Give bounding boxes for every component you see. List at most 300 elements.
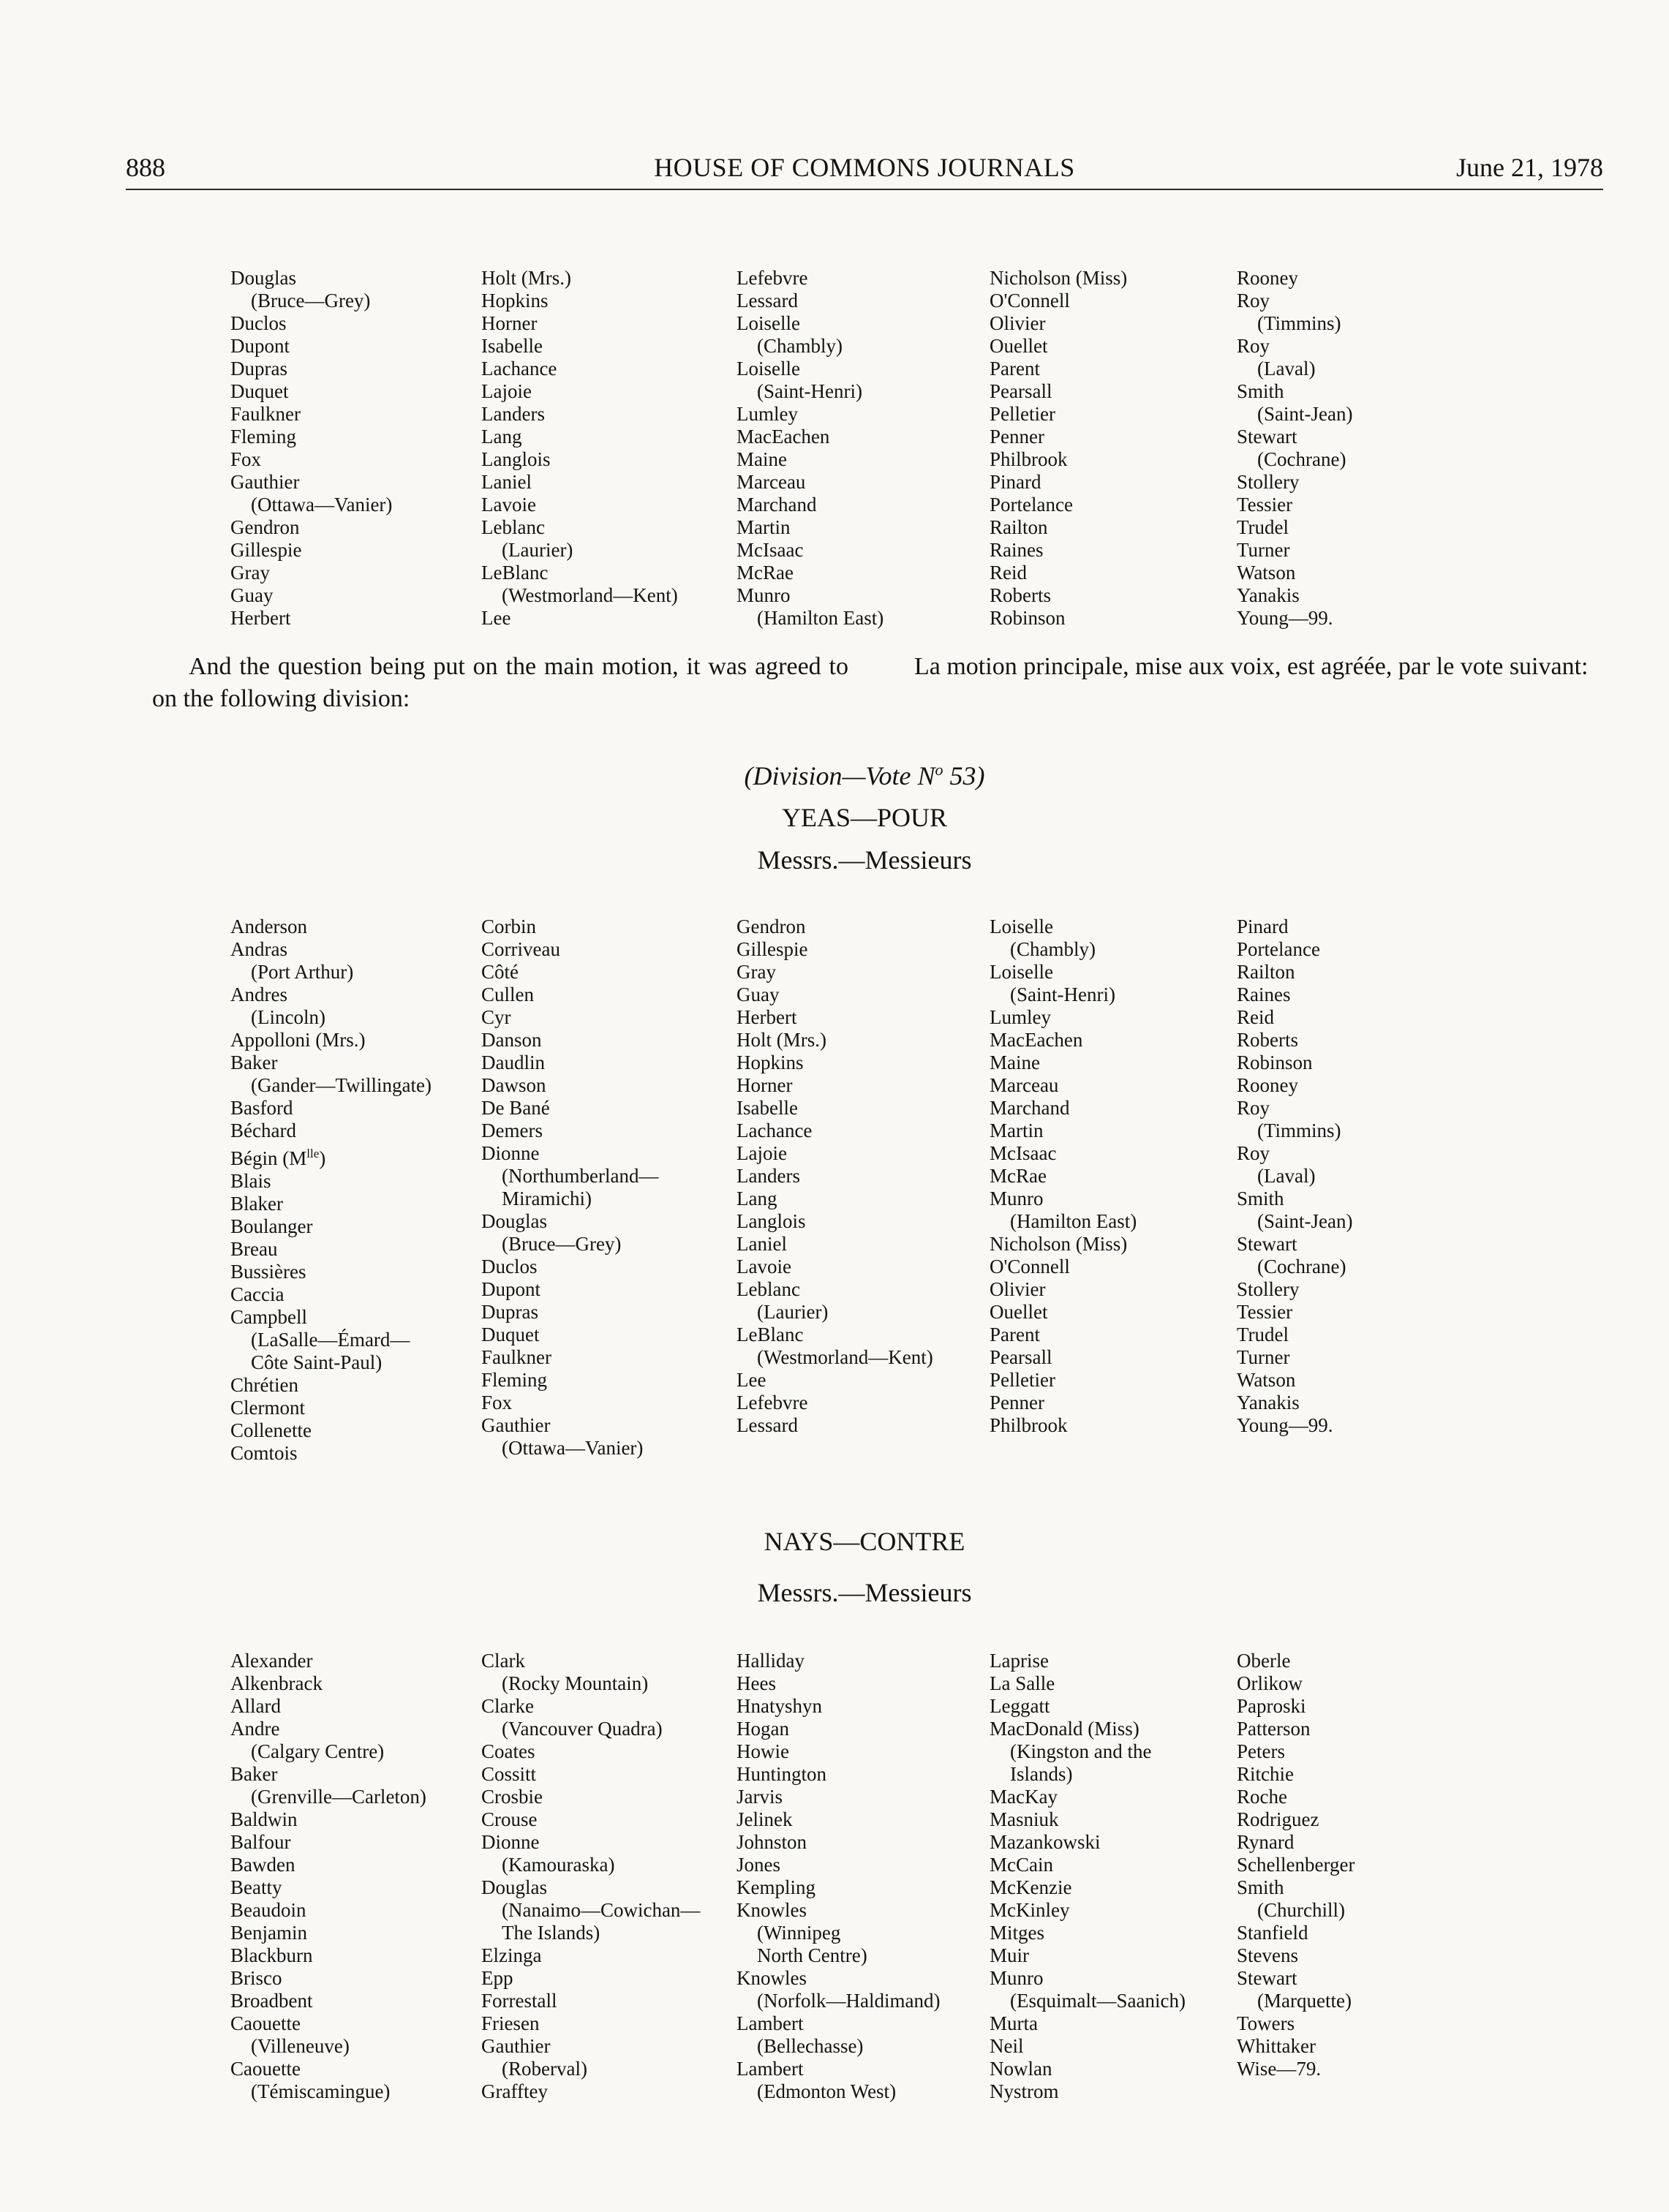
member-name — [481, 1990, 730, 2012]
name-text: Daudlin — [481, 1052, 545, 1073]
riding-name — [1237, 1120, 1485, 1142]
name-text: Roberts — [990, 584, 1051, 606]
member-name — [481, 1120, 730, 1142]
name-text: Parent — [990, 1324, 1040, 1345]
member-name — [1237, 1324, 1485, 1346]
member-name — [481, 1786, 730, 1808]
name-text: Muir — [990, 1944, 1029, 1966]
member-name — [230, 358, 479, 380]
member-name — [230, 380, 479, 403]
name-text: Lang — [736, 1188, 777, 1209]
member-name — [481, 1831, 730, 1854]
member-name — [990, 2012, 1238, 2035]
member-name — [736, 403, 985, 426]
name-text: Whittaker — [1237, 2035, 1316, 2057]
name-text: Fleming — [481, 1369, 548, 1391]
member-name — [990, 1672, 1238, 1695]
member-name — [1237, 2012, 1485, 2035]
name-text: Lachance — [736, 1120, 813, 1141]
name-text: Danson — [481, 1029, 542, 1051]
journal-title: HOUSE OF COMMONS JOURNALS — [654, 153, 1075, 182]
riding-name — [1237, 1165, 1485, 1188]
member-name — [736, 1695, 985, 1718]
member-name — [736, 516, 985, 539]
name-text: (Laval) — [1257, 1165, 1316, 1187]
name-text: Hogan — [736, 1718, 789, 1740]
member-name — [736, 290, 985, 312]
name-text: Beaudoin — [230, 1899, 306, 1921]
name-text: McKenzie — [990, 1876, 1072, 1898]
name-text: Raines — [1237, 984, 1291, 1005]
name-text: Dionne — [481, 1831, 540, 1853]
name-text: Laprise — [990, 1650, 1049, 1672]
member-name — [736, 358, 985, 380]
name-text: Young—99. — [1237, 1414, 1333, 1436]
member-name — [990, 1233, 1238, 1256]
riding-name — [1237, 1210, 1485, 1233]
member-name — [736, 2058, 985, 2080]
division-suffix: 53) — [943, 761, 985, 790]
name-text: (Témiscamingue) — [251, 2080, 391, 2102]
name-text: (LaSalle—Émard— — [251, 1329, 410, 1351]
name-text: Martin — [736, 516, 791, 538]
name-text: Cossitt — [481, 1763, 537, 1785]
member-name — [481, 1278, 730, 1301]
name-text: Anderson — [230, 916, 307, 937]
name-text: Reid — [990, 562, 1027, 584]
riding-name — [230, 1074, 479, 1097]
name-text: Paproski — [1237, 1695, 1306, 1717]
name-text: Smith — [1237, 1876, 1284, 1898]
member-name — [736, 471, 985, 494]
member-name — [481, 562, 730, 584]
name-text: Baker — [230, 1052, 278, 1073]
name-text: Turner — [1237, 539, 1290, 561]
member-name — [736, 1899, 985, 1922]
member-name — [1237, 562, 1485, 584]
name-text: Stewart — [1237, 1233, 1297, 1255]
member-name — [1237, 1006, 1485, 1029]
riding-name — [736, 1944, 985, 1967]
member-name — [1237, 1650, 1485, 1672]
name-text: Railton — [990, 516, 1048, 538]
member-name — [990, 1006, 1238, 1029]
member-name — [230, 1808, 479, 1831]
name-text: Roy — [1237, 335, 1270, 357]
riding-name — [481, 1233, 730, 1256]
name-text: Johnston — [736, 1831, 807, 1853]
name-text: (Bellechasse) — [757, 2035, 864, 2057]
member-name — [1237, 1740, 1485, 1763]
name-text: Caouette — [230, 2012, 301, 2034]
member-name — [990, 1052, 1238, 1074]
riding-name — [1237, 312, 1485, 335]
name-text: Munro — [990, 1188, 1044, 1209]
name-text: Friesen — [481, 2012, 540, 2034]
member-name — [1237, 471, 1485, 494]
name-text: Portelance — [990, 494, 1073, 516]
member-name — [990, 1369, 1238, 1392]
member-name — [736, 1210, 985, 1233]
riding-name — [1237, 403, 1485, 426]
name-text: Olivier — [990, 312, 1046, 334]
member-name — [990, 312, 1238, 335]
name-text: Roy — [1237, 1097, 1270, 1119]
name-text: Dupont — [230, 335, 290, 357]
member-name — [230, 1922, 479, 1944]
name-text: Robinson — [990, 607, 1066, 629]
member-name — [481, 1876, 730, 1899]
member-name — [481, 916, 730, 938]
name-text: Gendron — [230, 516, 300, 538]
name-text: (Chambly) — [1010, 938, 1096, 960]
name-text: Howie — [736, 1740, 789, 1762]
member-name — [990, 290, 1238, 312]
riding-name — [990, 984, 1238, 1006]
name-text: Munro — [736, 584, 791, 606]
member-name — [736, 312, 985, 335]
name-text: Lambert — [736, 2058, 804, 2080]
member-name — [1237, 938, 1485, 961]
member-name — [990, 448, 1238, 471]
name-text: The Islands) — [502, 1922, 600, 1944]
member-name — [1237, 1029, 1485, 1052]
name-text: Breau — [230, 1238, 278, 1260]
name-text: (Bruce—Grey) — [251, 290, 371, 312]
member-name — [481, 1650, 730, 1672]
member-name — [230, 1763, 479, 1786]
name-text: Pearsall — [990, 1346, 1052, 1368]
member-name — [230, 1876, 479, 1899]
name-text: Tessier — [1237, 1301, 1293, 1323]
member-name — [230, 607, 479, 630]
member-name — [481, 2035, 730, 2058]
name-text: Dupras — [230, 358, 287, 380]
name-text: Maine — [990, 1052, 1040, 1073]
riding-name — [481, 539, 730, 562]
member-name — [736, 1786, 985, 1808]
member-name — [1237, 984, 1485, 1006]
name-text: Lumley — [736, 403, 798, 425]
member-name — [230, 1215, 479, 1238]
member-name — [481, 1369, 730, 1392]
member-name — [481, 516, 730, 539]
member-name — [1237, 1369, 1485, 1392]
name-text: Bawden — [230, 1854, 295, 1876]
name-column — [736, 916, 985, 1437]
member-name — [990, 1695, 1238, 1718]
name-text: Dionne — [481, 1142, 540, 1164]
name-text: Beatty — [230, 1876, 282, 1898]
member-name — [736, 984, 985, 1006]
member-name — [1237, 1695, 1485, 1718]
name-text: (Marquette) — [1257, 1990, 1352, 2012]
member-name — [990, 1029, 1238, 1052]
member-name — [230, 1142, 479, 1170]
name-text: Roche — [1237, 1786, 1287, 1808]
member-name — [230, 1650, 479, 1672]
superscript: lle — [306, 1147, 320, 1160]
page-number: 888 — [126, 153, 165, 182]
name-text: Forrestall — [481, 1990, 557, 2012]
riding-name — [481, 1718, 730, 1740]
member-name — [1237, 1392, 1485, 1414]
name-text: Cyr — [481, 1006, 511, 1028]
member-name — [230, 267, 479, 290]
member-name — [736, 1650, 985, 1672]
name-text: (Norfolk—Haldimand) — [757, 1990, 941, 2012]
name-column — [736, 267, 985, 630]
name-column — [1237, 267, 1485, 630]
name-text: (Vancouver Quadra) — [502, 1718, 663, 1740]
name-text: (Cochrane) — [1257, 448, 1346, 470]
name-text: Gendron — [736, 916, 806, 937]
riding-name — [230, 2035, 479, 2058]
name-text: (Gander—Twillingate) — [251, 1074, 432, 1096]
name-text: Huntington — [736, 1763, 827, 1785]
riding-name — [481, 2058, 730, 2080]
member-name — [990, 494, 1238, 516]
name-column — [481, 1650, 730, 2103]
riding-name — [481, 1672, 730, 1695]
member-name — [736, 1120, 985, 1142]
riding-name — [1237, 358, 1485, 380]
member-name — [1237, 1233, 1485, 1256]
name-text: Munro — [990, 1967, 1044, 1989]
name-text: (Grenville—Carleton) — [251, 1786, 426, 1808]
name-text: Marchand — [990, 1097, 1070, 1119]
name-text: (Rocky Mountain) — [502, 1672, 649, 1694]
name-text: Allard — [230, 1695, 281, 1717]
member-name — [736, 938, 985, 961]
name-text: Mitges — [990, 1922, 1045, 1944]
name-text: MacKay — [990, 1786, 1058, 1808]
name-text: (Esquimalt—Saanich) — [1010, 1990, 1186, 2012]
name-text: Lessard — [736, 1414, 798, 1436]
name-text: Parent — [990, 358, 1040, 380]
member-name — [736, 584, 985, 607]
name-text: Marceau — [736, 471, 806, 493]
name-text: McCain — [990, 1854, 1053, 1876]
member-name — [481, 1967, 730, 1990]
name-text: Andras — [230, 938, 287, 960]
name-text: Pelletier — [990, 1369, 1055, 1391]
member-name — [990, 1650, 1238, 1672]
member-name — [481, 1392, 730, 1414]
name-text: Knowles — [736, 1899, 807, 1921]
riding-name — [230, 2080, 479, 2103]
name-text: Knowles — [736, 1967, 807, 1989]
name-text: Wise—79. — [1237, 2058, 1322, 2080]
member-name — [230, 1967, 479, 1990]
name-text: Coates — [481, 1740, 535, 1762]
riding-name — [990, 1210, 1238, 1233]
member-name — [481, 607, 730, 630]
name-text: Balfour — [230, 1831, 291, 1853]
name-text: Lee — [736, 1369, 766, 1391]
name-text: Isabelle — [736, 1097, 798, 1119]
member-name — [230, 1170, 479, 1193]
name-text: Caouette — [230, 2058, 301, 2080]
member-name — [481, 1301, 730, 1324]
yeas-subheading: Messrs.—Messieurs — [757, 845, 972, 875]
riding-name — [736, 1346, 985, 1369]
member-name — [481, 2080, 730, 2103]
member-name — [736, 1854, 985, 1876]
member-name — [481, 471, 730, 494]
name-text: Rooney — [1237, 1074, 1298, 1096]
name-text: Roberts — [1237, 1029, 1298, 1051]
name-text: Stewart — [1237, 426, 1297, 448]
name-text: (Roberval) — [502, 2058, 587, 2080]
member-name — [481, 1210, 730, 1233]
name-text: Collenette — [230, 1419, 312, 1441]
name-column — [230, 267, 479, 630]
name-text: Leblanc — [736, 1278, 800, 1300]
name-text: LeBlanc — [736, 1324, 804, 1345]
member-name — [230, 1052, 479, 1074]
name-text: (Saint-Jean) — [1257, 1210, 1353, 1232]
name-text: Jarvis — [736, 1786, 783, 1808]
member-name — [990, 1786, 1238, 1808]
name-text: Côté — [481, 961, 519, 983]
name-text: Holt (Mrs.) — [481, 267, 571, 289]
name-text: Basford — [230, 1097, 293, 1119]
name-text: Gauthier — [481, 2035, 551, 2057]
member-name — [481, 1029, 730, 1052]
name-text: (Port Arthur) — [251, 961, 354, 983]
member-name — [990, 916, 1238, 938]
member-name — [230, 1261, 479, 1283]
riding-name — [481, 1899, 730, 1922]
member-name — [481, 1006, 730, 1029]
member-name — [481, 1695, 730, 1718]
name-text: Young—99. — [1237, 607, 1333, 629]
name-text: Langlois — [736, 1210, 806, 1232]
name-text: Herbert — [736, 1006, 797, 1028]
riding-name — [736, 1301, 985, 1324]
name-text: O'Connell — [990, 1256, 1070, 1277]
member-name — [1237, 1142, 1485, 1165]
member-name — [990, 1074, 1238, 1097]
member-name — [736, 426, 985, 448]
name-text: LeBlanc — [481, 562, 549, 584]
member-name — [481, 1414, 730, 1437]
name-text: Horner — [481, 312, 538, 334]
name-text: Rodriguez — [1237, 1808, 1319, 1830]
member-name — [736, 539, 985, 562]
name-text: (Hamilton East) — [757, 607, 884, 629]
name-text: (Northumberland— — [502, 1165, 659, 1187]
name-text: Crosbie — [481, 1786, 543, 1808]
member-name — [990, 1301, 1238, 1324]
name-text: Ouellet — [990, 1301, 1048, 1323]
name-text: (Hamilton East) — [1010, 1210, 1137, 1232]
member-name — [230, 335, 479, 358]
riding-name — [736, 1990, 985, 2012]
member-name — [990, 403, 1238, 426]
member-name — [990, 335, 1238, 358]
name-text: Douglas — [230, 267, 296, 289]
name-text: Appolloni (Mrs.) — [230, 1029, 366, 1051]
member-name — [230, 1193, 479, 1215]
name-text: (Calgary Centre) — [251, 1740, 385, 1762]
member-name — [990, 471, 1238, 494]
riding-name — [481, 1437, 730, 1460]
riding-name — [736, 1922, 985, 1944]
name-text: Watson — [1237, 562, 1296, 584]
name-column — [1237, 916, 1485, 1437]
name-text: Fleming — [230, 426, 297, 448]
member-name — [230, 1120, 479, 1142]
member-name — [1237, 916, 1485, 938]
name-text: Hopkins — [736, 1052, 804, 1073]
member-name — [230, 2058, 479, 2080]
name-text: Comtois — [230, 1442, 298, 1464]
riding-name — [230, 1329, 479, 1351]
name-text: MacEachen — [990, 1029, 1083, 1051]
name-text: Neil — [990, 2035, 1024, 2057]
member-name — [990, 539, 1238, 562]
member-name — [990, 1188, 1238, 1210]
name-text: (Nanaimo—Cowichan— — [502, 1899, 701, 1921]
name-text: (Villeneuve) — [251, 2035, 350, 2057]
member-name — [990, 1392, 1238, 1414]
member-name — [990, 1808, 1238, 1831]
member-name — [1237, 2058, 1485, 2080]
riding-name — [481, 1188, 730, 1210]
name-text: Epp — [481, 1967, 513, 1989]
member-name — [481, 494, 730, 516]
name-column — [990, 267, 1238, 630]
name-text: Horner — [736, 1074, 793, 1096]
member-name — [1237, 426, 1485, 448]
name-text: Demers — [481, 1120, 543, 1141]
name-text: Penner — [990, 1392, 1044, 1413]
name-text: Oberle — [1237, 1650, 1291, 1672]
name-text: Nicholson (Miss) — [990, 267, 1128, 289]
name-text: Landers — [481, 403, 545, 425]
member-name — [481, 2012, 730, 2035]
member-name — [230, 1990, 479, 2012]
member-name — [230, 539, 479, 562]
name-text: Lajoie — [481, 380, 532, 402]
member-name — [990, 1944, 1238, 1967]
header-rule — [126, 189, 1603, 190]
riding-name — [481, 1165, 730, 1188]
member-name — [1237, 1944, 1485, 1967]
member-name — [1237, 584, 1485, 607]
member-name — [736, 1165, 985, 1188]
member-name — [736, 1876, 985, 1899]
name-text: Lambert — [736, 2012, 804, 2034]
member-name — [736, 448, 985, 471]
member-name — [736, 1029, 985, 1052]
name-text: Murta — [990, 2012, 1038, 2034]
member-name — [230, 516, 479, 539]
member-name — [481, 312, 730, 335]
name-suffix: ) — [319, 1147, 326, 1169]
member-name — [1237, 1808, 1485, 1831]
name-text: Nicholson (Miss) — [990, 1233, 1128, 1255]
name-text: Loiselle — [736, 312, 800, 334]
name-text: Blackburn — [230, 1944, 313, 1966]
name-text: Loiselle — [990, 961, 1053, 983]
name-text: Nystrom — [990, 2080, 1059, 2102]
member-name — [736, 1074, 985, 1097]
name-text: Jelinek — [736, 1808, 793, 1830]
riding-name — [230, 1351, 479, 1374]
